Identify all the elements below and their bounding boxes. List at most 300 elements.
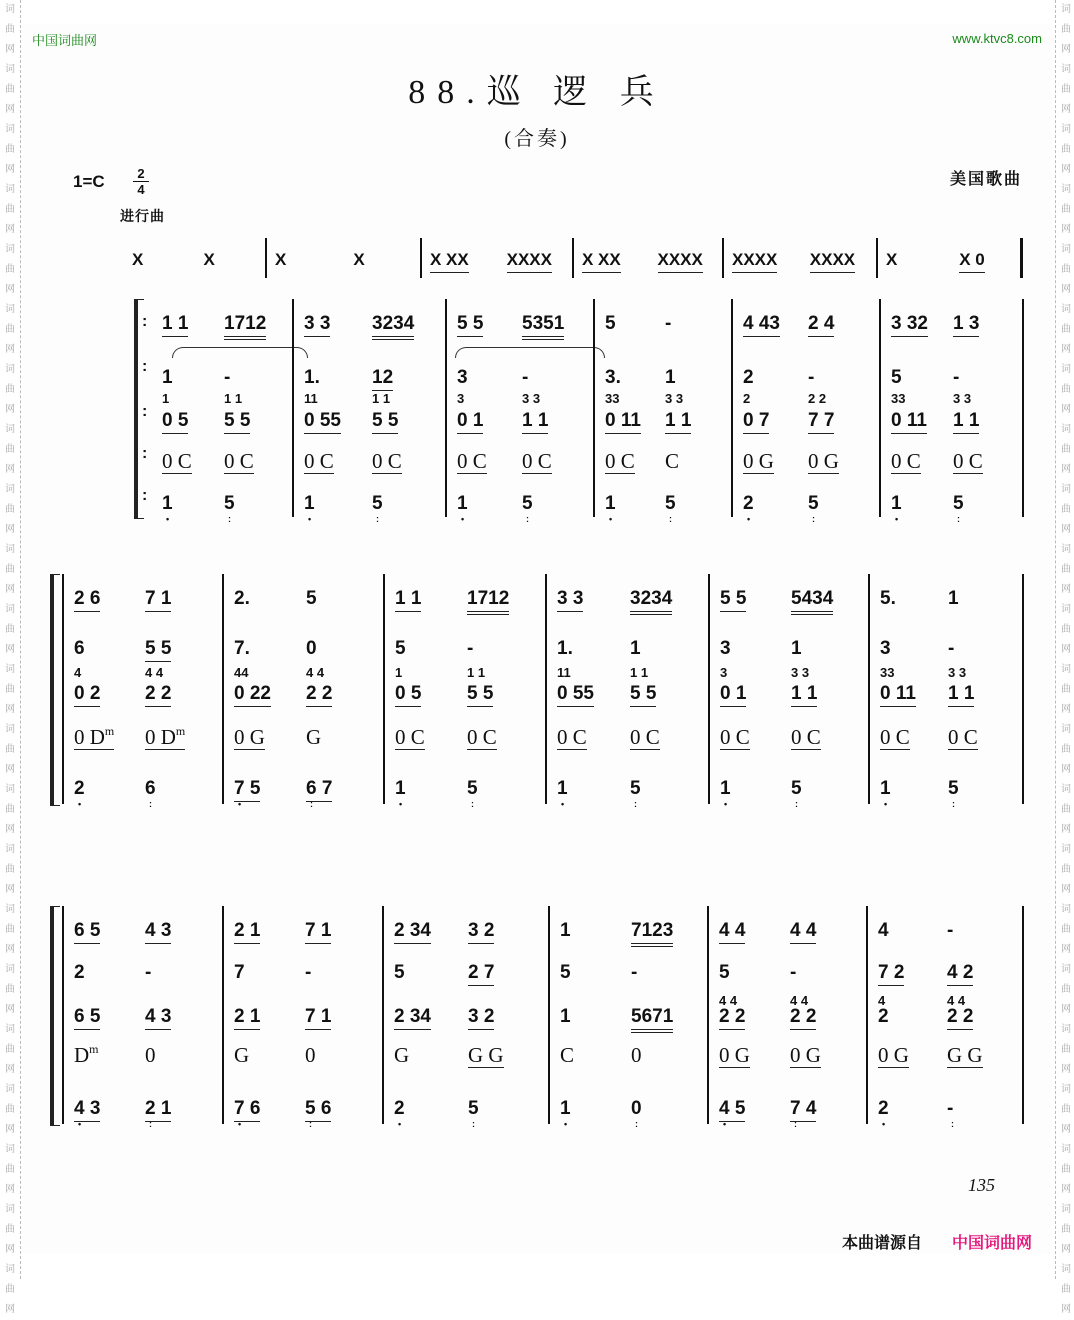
watermark-char: 词 xyxy=(1061,1144,1071,1155)
chord-note: 0 G xyxy=(808,449,839,473)
heavy-note: 2 1 xyxy=(234,1006,260,1030)
watermark-char: 网 xyxy=(5,104,15,115)
bass-note: 5 xyxy=(467,778,478,799)
chord-note: 0 G xyxy=(878,1043,909,1067)
watermark-char: 词 xyxy=(5,904,15,915)
watermark-char: 词 xyxy=(5,484,15,495)
watermark-char: 网 xyxy=(5,1244,15,1255)
watermark-char: 网 xyxy=(1061,104,1071,115)
octave-dot: : xyxy=(526,514,529,524)
time-numerator: 2 xyxy=(137,166,145,181)
slur xyxy=(172,347,308,358)
watermark-char: 词 xyxy=(1061,844,1071,855)
watermark-char: 网 xyxy=(1061,1124,1071,1135)
chord-note: 0 $D^m$ xyxy=(74,724,115,749)
mid-note: 3 xyxy=(720,638,731,659)
high-note: 1 xyxy=(948,588,959,609)
watermark-char: 曲 xyxy=(1061,924,1071,935)
watermark-char: 词 xyxy=(1061,4,1071,15)
whistle-note: X xyxy=(275,250,287,269)
watermark-char: 网 xyxy=(5,1064,15,1075)
barline xyxy=(265,238,267,278)
high-note: 1 1 xyxy=(162,313,188,337)
chord-note: $D^m$ xyxy=(74,1042,99,1067)
octave-dot: • xyxy=(308,514,312,524)
high-note: 1712 xyxy=(467,588,509,615)
high-note: 5 xyxy=(605,313,616,334)
watermark-char: 曲 xyxy=(1061,24,1071,35)
watermark-char: 网 xyxy=(5,824,15,835)
chord-note: 0 C xyxy=(522,449,552,473)
heavy-note: 0 55 xyxy=(557,683,594,707)
high-note: 3 3 xyxy=(304,313,330,337)
bass-note: 1 xyxy=(304,493,315,514)
heavy-note: 0 11 xyxy=(880,683,916,707)
mid-note: 5 xyxy=(891,367,902,388)
octave-dot: • xyxy=(398,1119,402,1129)
watermark-char: 词 xyxy=(5,64,15,75)
mid-note: - xyxy=(145,962,152,983)
heavy_top-note: 1 xyxy=(162,391,170,406)
high-note: 3 32 xyxy=(891,313,928,337)
mid-note: 2 7 xyxy=(468,962,494,986)
watermark-char: 曲 xyxy=(5,684,15,695)
watermark-char: 词 xyxy=(5,424,15,435)
octave-dot: • xyxy=(166,514,170,524)
high-note: 2 6 xyxy=(74,588,100,612)
heavy-note: 3 2 xyxy=(468,1006,494,1030)
bass-note: 6 xyxy=(145,778,156,799)
octave-dot: • xyxy=(895,514,899,524)
watermark-char: 网 xyxy=(5,224,15,235)
heavy-note: 0 11 xyxy=(891,410,927,434)
mid-note: - xyxy=(224,367,231,388)
high-note: 2. xyxy=(234,588,250,609)
watermark-char: 曲 xyxy=(5,84,15,95)
mid-note: 5 5 xyxy=(145,638,171,662)
mid-note: 1 xyxy=(665,367,676,388)
chord-note: 0 C xyxy=(953,449,983,473)
heavy_top-note: 33 xyxy=(605,391,620,406)
site-url-link[interactable]: www.ktvc8.com xyxy=(952,31,1042,46)
watermark-char: 网 xyxy=(1061,164,1071,175)
mid-note: 4 2 xyxy=(947,962,973,986)
source-site-link[interactable]: 中国词曲网 xyxy=(952,1235,1033,1252)
heavy-note: 2 2 xyxy=(790,1006,816,1030)
high-note: 7 1 xyxy=(305,920,331,944)
octave-dot: : xyxy=(952,799,955,809)
barline xyxy=(868,574,870,804)
high-note: 4 3 xyxy=(145,920,171,944)
chord-note: 0 C xyxy=(791,725,821,749)
bass-note: 5 6 xyxy=(305,1098,331,1122)
chord-note: G G xyxy=(468,1043,504,1067)
bass-note: 4 3 xyxy=(74,1098,100,1122)
whistle-note: XXXX xyxy=(810,249,855,273)
site-name-link[interactable]: 中国词曲网 xyxy=(32,33,98,48)
barline xyxy=(420,238,422,278)
watermark-char: 曲 xyxy=(1061,444,1071,455)
watermark-char: 网 xyxy=(5,524,15,535)
heavy_top-note: 2 xyxy=(743,391,751,406)
watermark-char: 网 xyxy=(5,1304,15,1315)
bass-note: - xyxy=(947,1098,954,1119)
chord-minor-suffix: m xyxy=(175,724,186,738)
watermark-char: 网 xyxy=(1061,884,1071,895)
chord-note: G G xyxy=(947,1043,983,1067)
heavy-note: 7 7 xyxy=(808,410,834,434)
watermark-char: 词 xyxy=(5,364,15,375)
high-note: 2 1 xyxy=(234,920,260,944)
bass-note: 1 xyxy=(162,493,173,514)
bass-note: 1 xyxy=(605,493,616,514)
barline xyxy=(722,238,724,278)
key-signature: 1=C xyxy=(73,172,105,191)
mid-note: 3 xyxy=(457,367,468,388)
octave-dot: : xyxy=(634,799,637,809)
octave-dot: • xyxy=(78,799,82,809)
heavy-note: 7 1 xyxy=(305,1006,331,1030)
octave-dot: • xyxy=(609,514,613,524)
high-note: 1 3 xyxy=(953,313,979,337)
watermark-char: 词 xyxy=(1061,1204,1071,1215)
high-note: 5434 xyxy=(791,588,833,615)
watermark-char: 词 xyxy=(1061,544,1071,555)
watermark-char: 词 xyxy=(5,724,15,735)
heavy_top-note: 3 xyxy=(720,665,728,680)
heavy-note: 0 1 xyxy=(720,683,746,707)
high-note: 5 5 xyxy=(457,313,483,337)
heavy_top-note: 1 xyxy=(395,665,403,680)
octave-dot: • xyxy=(238,1119,242,1129)
barline xyxy=(382,906,384,1124)
watermark-char: 词 xyxy=(1061,604,1071,615)
chord-note: G xyxy=(234,1043,250,1067)
left-watermark-strip xyxy=(0,0,21,1315)
mid-note: 5 xyxy=(394,962,405,983)
heavy-note: 2 2 xyxy=(947,1006,973,1030)
chord-note: 0 G xyxy=(719,1043,750,1067)
octave-dot: : xyxy=(471,799,474,809)
heavy-note: 2 2 xyxy=(719,1006,745,1030)
score-title: 88.巡 逻 兵 xyxy=(408,74,666,111)
heavy-note: 1 1 xyxy=(665,410,691,434)
high-note: 4 4 xyxy=(790,920,816,944)
chord-note: 0 C xyxy=(467,725,497,749)
chord-note: 0 G xyxy=(743,449,774,473)
watermark-char: 曲 xyxy=(1061,564,1071,575)
octave-dot: • xyxy=(78,1119,82,1129)
chord-note: 0 C xyxy=(630,725,660,749)
barline xyxy=(222,906,224,1124)
watermark-char: 网 xyxy=(1061,464,1071,475)
heavy_top-note: 33 xyxy=(880,665,895,680)
watermark-char: 词 xyxy=(1061,1264,1071,1275)
barline xyxy=(879,299,881,517)
chord-note: 0 xyxy=(631,1043,642,1067)
watermark-char: 曲 xyxy=(5,1044,15,1055)
heavy-note: 0 55 xyxy=(304,410,341,434)
heavy_top-note: 4 4 xyxy=(947,993,966,1008)
octave-dot: • xyxy=(884,799,888,809)
watermark-char: 网 xyxy=(1061,644,1071,655)
watermark-char: 曲 xyxy=(1061,624,1071,635)
high-note: 3 3 xyxy=(557,588,583,612)
heavy-note: 4 3 xyxy=(145,1006,171,1030)
bass-note: 5 xyxy=(468,1098,479,1119)
bass-note: 5 xyxy=(808,493,819,514)
watermark-char: 曲 xyxy=(5,924,15,935)
watermark-char: 网 xyxy=(1061,224,1071,235)
heavy-note: 6 5 xyxy=(74,1006,100,1030)
repeat-colon: : xyxy=(142,487,148,504)
heavy_top-note: 4 4 xyxy=(790,993,809,1008)
score-subtitle: (合奏) xyxy=(504,128,570,150)
mid-note: 5 xyxy=(395,638,406,659)
barline xyxy=(572,238,574,278)
watermark-char: 词 xyxy=(1061,64,1071,75)
bass-note: 1 xyxy=(880,778,891,799)
bass-note: 0 xyxy=(631,1098,642,1119)
heavy_top-note: 3 3 xyxy=(522,391,541,406)
chord-note: 0 C xyxy=(557,725,587,749)
heavy-note: 0 11 xyxy=(605,410,641,434)
high-note: 5. xyxy=(880,588,896,609)
watermark-char: 词 xyxy=(1061,484,1071,495)
watermark-char: 网 xyxy=(5,764,15,775)
whistle-note: XXXX xyxy=(658,249,703,273)
heavy_top-note: 11 xyxy=(557,665,571,680)
watermark-char: 词 xyxy=(5,844,15,855)
watermark-char: 曲 xyxy=(5,324,15,335)
mid-note: 1 xyxy=(630,638,641,659)
heavy_top-note: 3 xyxy=(457,391,465,406)
watermark-char: 网 xyxy=(5,1004,15,1015)
chord-note: 0 C xyxy=(720,725,750,749)
whistle-note: X XX xyxy=(430,249,469,273)
repeat-colon: : xyxy=(142,358,148,375)
watermark-char: 网 xyxy=(5,1184,15,1195)
watermark-char: 曲 xyxy=(1061,324,1071,335)
heavy_top-note: 33 xyxy=(891,391,906,406)
watermark-char: 曲 xyxy=(1061,864,1071,875)
whistle-note: X xyxy=(353,250,365,269)
watermark-char: 词 xyxy=(1061,664,1071,675)
mid-note: - xyxy=(305,962,312,983)
chord-note: 0 C xyxy=(880,725,910,749)
bass-note: 5 xyxy=(372,493,383,514)
barline xyxy=(866,906,868,1124)
final-barline xyxy=(1022,906,1024,1124)
system-brace xyxy=(50,906,60,1126)
watermark-char: 网 xyxy=(1061,1004,1071,1015)
watermark-char: 曲 xyxy=(1061,384,1071,395)
high-note: 7123 xyxy=(631,920,673,947)
octave-dot: : xyxy=(228,514,231,524)
watermark-char: 曲 xyxy=(1061,1104,1071,1115)
octave-dot: • xyxy=(399,799,403,809)
watermark-char: 词 xyxy=(5,1084,15,1095)
high-note: 7 1 xyxy=(145,588,171,612)
tempo-marking: 进行曲 xyxy=(120,208,165,224)
heavy_top-note: 4 xyxy=(74,665,82,680)
heavy-note: 0 5 xyxy=(162,410,188,434)
watermark-char: 词 xyxy=(1061,784,1071,795)
heavy_top-note: 11 xyxy=(304,391,318,406)
bass-note: 5 xyxy=(665,493,676,514)
bass-note: 2 xyxy=(878,1098,889,1119)
bass-note: 5 xyxy=(224,493,235,514)
watermark-char: 词 xyxy=(1061,364,1071,375)
high-note: 1 1 xyxy=(395,588,421,612)
heavy-note: 5671 xyxy=(631,1006,673,1033)
watermark-char: 网 xyxy=(1061,764,1071,775)
bass-note: 5 xyxy=(953,493,964,514)
watermark-char: 网 xyxy=(5,644,15,655)
high-note: 6 5 xyxy=(74,920,100,944)
heavy-note: 0 5 xyxy=(395,683,421,707)
watermark-char: 网 xyxy=(1061,44,1071,55)
whistle-note: X xyxy=(886,250,898,269)
heavy_top-note: 4 4 xyxy=(719,993,738,1008)
high-note: 3234 xyxy=(630,588,672,615)
bass-note: 1 xyxy=(891,493,902,514)
watermark-char: 网 xyxy=(5,944,15,955)
watermark-char: 网 xyxy=(1061,1064,1071,1075)
watermark-char: 网 xyxy=(1061,824,1071,835)
mid-note: - xyxy=(808,367,815,388)
heavy-note: 1 1 xyxy=(953,410,979,434)
watermark-char: 网 xyxy=(1061,1184,1071,1195)
heavy-note: 0 1 xyxy=(457,410,483,434)
heavy-note: 0 22 xyxy=(234,683,271,707)
mid-note: 7 xyxy=(234,962,245,983)
chord-minor-suffix: m xyxy=(104,724,115,738)
whistle-note: XXXX xyxy=(507,249,552,273)
watermark-char: 曲 xyxy=(1061,804,1071,815)
mid-note: 1 xyxy=(162,367,173,388)
slur xyxy=(455,347,605,358)
watermark-char: 网 xyxy=(5,284,15,295)
watermark-char: 曲 xyxy=(5,1284,15,1295)
octave-dot: : xyxy=(309,1119,312,1129)
watermark-char: 曲 xyxy=(5,144,15,155)
bass-note: 7 4 xyxy=(790,1098,816,1122)
watermark-char: 曲 xyxy=(5,504,15,515)
barline xyxy=(292,299,294,517)
chord-note: 0 xyxy=(305,1043,316,1067)
octave-dot: : xyxy=(795,799,798,809)
octave-dot: • xyxy=(561,799,565,809)
whistle-note: X xyxy=(132,250,144,269)
page-number: 135 xyxy=(968,1175,995,1195)
octave-dot: : xyxy=(951,1119,954,1129)
watermark-char: 词 xyxy=(1061,1024,1071,1035)
high-note: 3234 xyxy=(372,313,414,340)
watermark-char: 词 xyxy=(1061,304,1071,315)
heavy-note: 1 1 xyxy=(522,410,548,434)
heavy_top-note: 3 3 xyxy=(791,665,810,680)
mid-note: - xyxy=(948,638,955,659)
repeat-colon: : xyxy=(142,313,148,330)
chord-note: 0 C xyxy=(162,449,192,473)
octave-dot: : xyxy=(957,514,960,524)
bass-note: 2 xyxy=(74,778,85,799)
chord-note: 0 C xyxy=(395,725,425,749)
heavy_top-note: 3 3 xyxy=(948,665,967,680)
chord-note: C xyxy=(665,449,680,473)
composer: 美国歌曲 xyxy=(949,171,1022,188)
watermark-char: 网 xyxy=(1061,584,1071,595)
mid-note: 7. xyxy=(234,638,250,659)
heavy_top-note: 1 1 xyxy=(467,665,486,680)
heavy_top-note: 1 1 xyxy=(224,391,243,406)
watermark-char: 词 xyxy=(5,124,15,135)
watermark-char: 词 xyxy=(1061,904,1071,915)
watermark-char: 曲 xyxy=(1061,744,1071,755)
heavy-note: 0 2 xyxy=(74,683,100,707)
repeat-colon: : xyxy=(142,445,148,462)
heavy-note: 5 5 xyxy=(372,410,398,434)
bass-note: 6 7 xyxy=(306,778,332,802)
octave-dot: : xyxy=(669,514,672,524)
watermark-char: 词 xyxy=(5,244,15,255)
watermark-char: 曲 xyxy=(5,624,15,635)
final-barline xyxy=(1020,238,1023,278)
heavy-note: 2 34 xyxy=(394,1006,431,1030)
bass-note: 2 1 xyxy=(145,1098,171,1122)
watermark-char: 曲 xyxy=(1061,1044,1071,1055)
watermark-char: 词 xyxy=(1061,244,1071,255)
watermark-char: 曲 xyxy=(5,444,15,455)
watermark-char: 词 xyxy=(1061,724,1071,735)
whistle-note: X xyxy=(203,250,215,269)
whistle-note: X 0 xyxy=(959,249,985,273)
bass-note: 2 xyxy=(394,1098,405,1119)
bass-note: 2 xyxy=(743,493,754,514)
watermark-char: 网 xyxy=(5,884,15,895)
time-signature xyxy=(133,167,149,196)
watermark-char: 网 xyxy=(1061,704,1071,715)
barline xyxy=(383,574,385,804)
chord-note: 0 C xyxy=(891,449,921,473)
watermark-char: 网 xyxy=(5,1124,15,1135)
heavy_top-note: 4 xyxy=(878,993,886,1008)
watermark-char: 词 xyxy=(5,544,15,555)
mid-note: 5 xyxy=(719,962,730,983)
watermark-char: 网 xyxy=(5,44,15,55)
watermark-char: 词 xyxy=(5,4,15,15)
bass-note: 5 xyxy=(791,778,802,799)
high-note: 4 xyxy=(878,920,889,941)
mid-note: - xyxy=(790,962,797,983)
barline xyxy=(593,299,595,517)
watermark-char: 曲 xyxy=(5,24,15,35)
mid-note: 0 xyxy=(306,638,317,659)
heavy_top-note: 4 4 xyxy=(145,665,164,680)
heavy_top-note: 4 4 xyxy=(306,665,325,680)
watermark-char: 词 xyxy=(1061,964,1071,975)
watermark-char: 曲 xyxy=(1061,1164,1071,1175)
repeat-colon: : xyxy=(142,403,148,420)
bass-note: 1 xyxy=(560,1098,571,1119)
chord-note: 0 C xyxy=(304,449,334,473)
barline xyxy=(62,574,64,804)
mid-note: 2 xyxy=(743,367,754,388)
bass-note: 1 xyxy=(395,778,406,799)
watermark-char: 词 xyxy=(1061,1084,1071,1095)
heavy-note: 1 1 xyxy=(948,683,974,707)
